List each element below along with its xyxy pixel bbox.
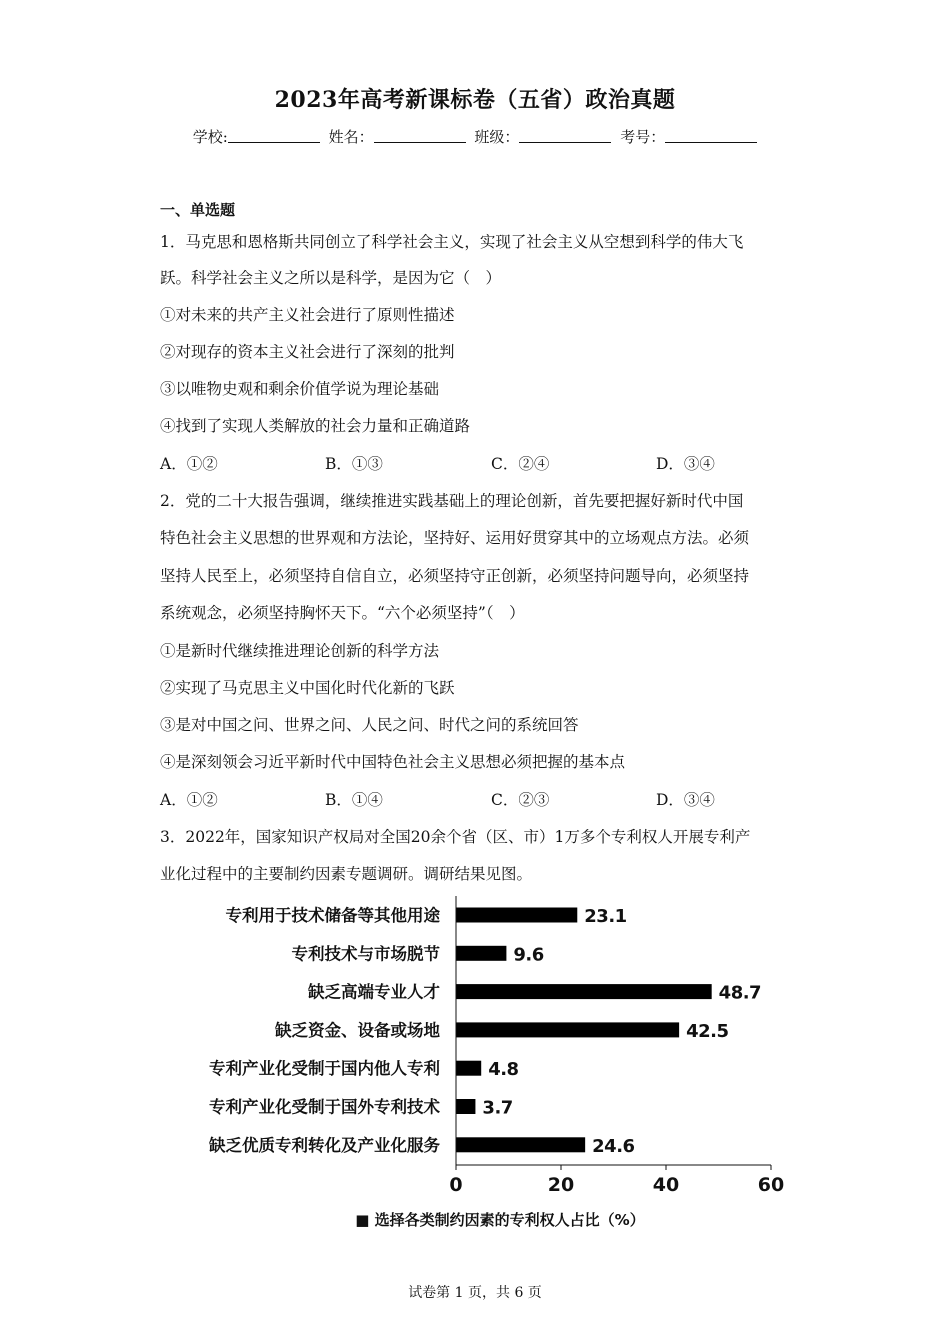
question-2-stem-line: 坚持人民至上，必须坚持自信自立，必须坚持守正创新，必须坚持问题导向，必须坚持 <box>160 567 750 585</box>
question-2-item: ④是深刻领会习近平新时代中国特色社会主义思想必须把握的基本点 <box>160 753 626 771</box>
page-footer: 试卷第 1 页，共 6 页 <box>408 1285 542 1301</box>
bar-value-label: 4.8 <box>488 1059 519 1081</box>
question-1-item: ①对未来的共产主义社会进行了原则性描述 <box>160 306 455 324</box>
question-3-stem-line: 业化过程中的主要制约因素专题调研。调研结果见图。 <box>160 865 533 883</box>
bar <box>456 1137 585 1152</box>
exam-number-field[interactable]: 考号： <box>620 126 757 147</box>
x-tick-label: 0 <box>449 1174 463 1196</box>
question-2-stem-line: 系统观念，必须坚持胸怀天下。“六个必须坚持”（ ） <box>160 604 525 622</box>
question-2-stem-line: 2．党的二十大报告强调，继续推进实践基础上的理论创新，首先要把握好新时代中国 <box>160 492 744 510</box>
question-1-item: ③以唯物史观和剩余价值学说为理论基础 <box>160 380 440 398</box>
x-tick-label: 60 <box>757 1174 785 1196</box>
bar <box>456 1061 481 1076</box>
question-2-item: ②实现了马克思主义中国化时代化新的飞跃 <box>160 679 455 697</box>
x-tick-label: 40 <box>652 1174 680 1196</box>
bar-value-label: 42.5 <box>686 1020 729 1042</box>
bar-value-label: 23.1 <box>584 906 627 927</box>
bar-value-label: 48.7 <box>718 982 762 1004</box>
question-2-item: ①是新时代继续推进理论创新的科学方法 <box>160 642 440 660</box>
category-label: 缺乏高端专业人才 <box>308 982 440 1002</box>
category-label: 专利产业化受制于国外专利技术 <box>209 1097 440 1117</box>
question-1-item: ④找到了实现人类解放的社会力量和正确道路 <box>160 417 471 435</box>
question-3-stem-line: 3．2022年，国家知识产权局对全国20余个省（区、市）1万多个专利权人开展专利产 <box>160 828 751 846</box>
category-label: 专利产业化受制于国内他人专利 <box>209 1059 440 1079</box>
question-1-stem-line: 1．马克思和恩格斯共同创立了科学社会主义，实现了社会主义从空想到科学的伟大飞 <box>160 233 744 251</box>
question-2-item: ③是对中国之问、世界之问、人民之问、时代之问的系统回答 <box>160 716 579 734</box>
question-2-stem-line: 特色社会主义思想的世界观和方法论，坚持好、运用好贯穿其中的立场观点方法。必须 <box>160 529 750 547</box>
option-d[interactable]: D．③④ <box>656 455 715 473</box>
category-label: 专利用于技术储备等其他用途 <box>225 906 440 925</box>
option-b[interactable]: B．①④ <box>325 791 383 809</box>
option-a[interactable]: A．①② <box>160 455 218 473</box>
option-a[interactable]: A．①② <box>160 791 218 809</box>
bar <box>456 946 506 961</box>
option-c[interactable]: C．②③ <box>491 791 550 809</box>
option-b[interactable]: B．①③ <box>325 455 383 473</box>
bar <box>456 984 712 999</box>
bar-value-label: 3.7 <box>482 1097 513 1119</box>
exam-title: 2023年高考新课标卷（五省）政治真题 <box>274 87 676 113</box>
bar <box>456 1022 679 1037</box>
category-label: 缺乏优质专利转化及产业化服务 <box>209 1135 440 1155</box>
section-title: 一、单选题 <box>160 201 236 219</box>
category-label: 缺乏资金、设备或场地 <box>275 1020 440 1040</box>
name-field[interactable]: 姓名： <box>329 126 466 147</box>
chart-legend: ■ 选择各类制约因素的专利权人占比（%） <box>355 1211 645 1229</box>
question-1-stem-line: 跃。科学社会主义之所以是科学，是因为它（ ） <box>160 269 502 287</box>
category-label: 专利技术与市场脱节 <box>291 944 440 964</box>
question-1-item: ②对现存的资本主义社会进行了深刻的批判 <box>160 343 455 361</box>
bar-chart <box>0 890 950 1240</box>
bar-value-label: 24.6 <box>592 1135 635 1157</box>
student-info-row <box>0 126 950 147</box>
school-field[interactable]: 学校: <box>193 126 320 147</box>
x-tick-label: 20 <box>547 1174 575 1196</box>
class-field[interactable]: 班级： <box>474 126 611 147</box>
option-d[interactable]: D．③④ <box>656 791 715 809</box>
bar <box>456 908 577 923</box>
bar-value-label: 9.6 <box>513 944 544 966</box>
option-c[interactable]: C．②④ <box>491 455 550 473</box>
bar <box>456 1099 475 1114</box>
